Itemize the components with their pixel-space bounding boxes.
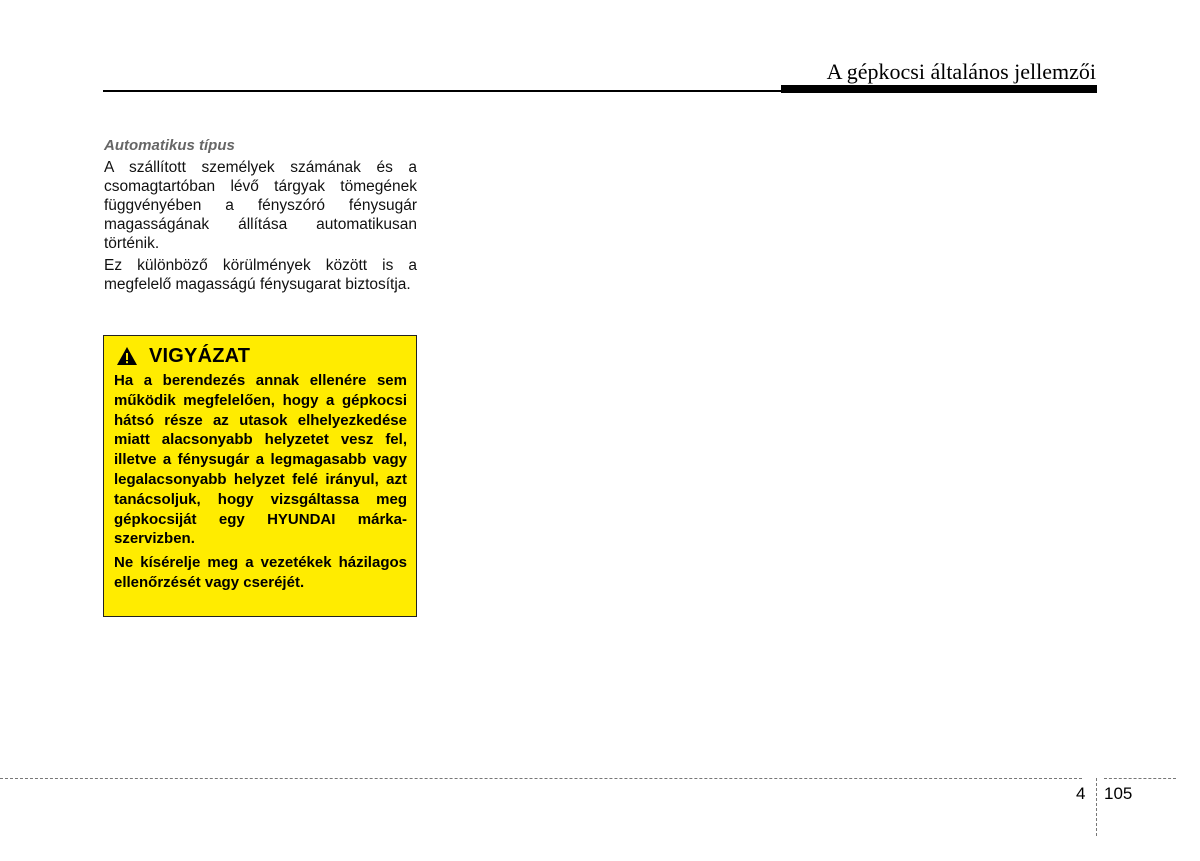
warning-heading	[114, 343, 407, 369]
header-rule-thick	[781, 85, 1097, 93]
footer-dashed-rule	[0, 778, 1082, 779]
chapter-number: 4	[1076, 784, 1086, 803]
warning-triangle-icon	[116, 346, 138, 366]
warning-paragraph: Ha a berendezés annak ellenére sem működik megfelelően, hogy a gépkocsi hátsó része az utasok elhelyezkedése miatt alacsonyabb helyzetet vesz fel, illetve a fénysugár a legmagasabb vagy legalacsonyabb helyzet felé irányul, azt tanácsoljuk, hogy vizsgáltassa meg gépkocsiját egy HYUNDAI márkaszervizben.	[114, 372, 407, 548]
header-rule-thin	[103, 90, 783, 92]
footer-dashed-rule	[1104, 778, 1176, 779]
body-paragraph: Ez különböző körülmények között is a megfelelő magasságú fénysugarat biztosítja.	[104, 257, 417, 293]
warning-box	[103, 335, 417, 617]
warning-paragraph: Ne kísérelje meg a vezetékek házilagos ellenőrzését vagy cseréjét.	[114, 554, 407, 591]
page-header-title: A gépkocsi általános jellemzői	[826, 59, 1096, 84]
footer-dashed-divider	[1096, 778, 1097, 836]
body-paragraph: A szállított személyek számának és a csomagtartóban lévő tárgyak tömegének függvényében a fényszóró fénysugár magasságának állítása automatikusan történik.	[104, 159, 417, 252]
warning-title: VIGYÁZAT	[149, 345, 251, 367]
page-number: 105	[1104, 784, 1133, 803]
main-content	[104, 136, 417, 297]
section-heading: Automatikus típus	[104, 137, 235, 154]
